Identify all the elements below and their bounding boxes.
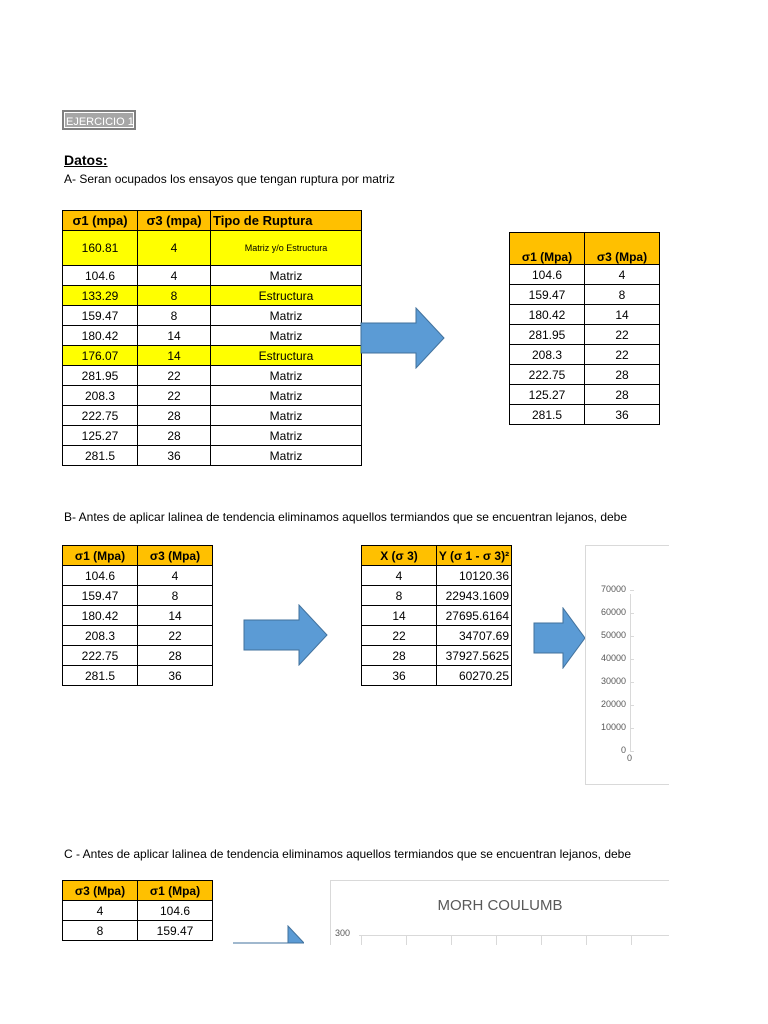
- y-axis-line: [630, 594, 631, 751]
- table-row: [510, 385, 660, 405]
- table-row: [63, 586, 213, 606]
- gridline: [361, 935, 362, 945]
- sigma1-cell: 104.6: [63, 266, 138, 286]
- gridline: [586, 935, 587, 945]
- rupture-table: [62, 210, 362, 466]
- sigma3-cell: 14: [138, 606, 213, 626]
- y-tick: 60000: [600, 607, 626, 617]
- instruction-a: A- Seran ocupados los ensayos que tengan ruptura por matriz: [64, 172, 395, 186]
- sigma3-cell: 28: [138, 646, 213, 666]
- sigma1-cell: 222.75: [63, 646, 138, 666]
- y-tick: 20000: [600, 699, 626, 709]
- table-row: [362, 566, 512, 586]
- table-row: [510, 305, 660, 325]
- sigma3-cell: 4: [63, 901, 138, 921]
- instruction-b: B- Antes de aplicar lalinea de tendencia eliminamos aquellos termiandos que se encuentran lejanos, debe: [64, 510, 628, 524]
- rupture-type-cell: Matriz: [211, 386, 362, 406]
- table-row: [63, 921, 213, 941]
- sigma3-cell: 22: [138, 366, 211, 386]
- rupture-type-cell: Matriz: [211, 406, 362, 426]
- table-row: [63, 606, 213, 626]
- sigma3-cell: 8: [138, 586, 213, 606]
- table-row: [63, 646, 213, 666]
- rupture-type-cell: Matriz: [211, 366, 362, 386]
- table-row: [63, 286, 362, 306]
- sigma1-cell: 281.5: [63, 446, 138, 466]
- sigma1-cell: 159.47: [63, 586, 138, 606]
- sigma1-cell: 208.3: [63, 626, 138, 646]
- instruction-c: C - Antes de aplicar lalinea de tendencia eliminamos aquellos termiandos que se encuentran lejanos, debe: [64, 847, 632, 861]
- rupture-type-cell: Matriz y/o Estructura: [211, 231, 362, 266]
- x-cell: 14: [362, 606, 437, 626]
- sigma1-cell: 281.95: [63, 366, 138, 386]
- sigma3-cell: 8: [63, 921, 138, 941]
- sigma1-cell: 104.6: [138, 901, 213, 921]
- sigma3-cell: 14: [585, 305, 660, 325]
- table-row: [63, 346, 362, 366]
- table-row: [63, 231, 362, 266]
- y-cell: 34707.69: [437, 626, 512, 646]
- sigma1-cell: 281.5: [510, 405, 585, 425]
- filtered-table: [509, 232, 660, 425]
- header-sigma3: σ3 (mpa): [138, 211, 211, 231]
- sigma3-cell: 4: [585, 265, 660, 285]
- table-row: [510, 345, 660, 365]
- header-rupture-type: Tipo de Ruptura: [211, 211, 362, 231]
- header-sigma3: σ3 (Mpa): [585, 233, 660, 265]
- y-cell: 60270.25: [437, 666, 512, 686]
- x-cell: 36: [362, 666, 437, 686]
- sigma1-cell: 159.47: [510, 285, 585, 305]
- rupture-type-cell: Estructura: [211, 286, 362, 306]
- sigma3-cell: 4: [138, 566, 213, 586]
- sigma3-cell: 22: [138, 626, 213, 646]
- y-tick: 0: [620, 745, 626, 755]
- rupture-type-cell: Estructura: [211, 346, 362, 366]
- sigma3-cell: 22: [585, 345, 660, 365]
- arrow-right-icon: [243, 604, 329, 666]
- datos-heading: Datos:: [64, 152, 108, 168]
- table-row: [63, 901, 213, 921]
- sigma1-cell: 180.42: [63, 326, 138, 346]
- gridline: [631, 935, 632, 945]
- table-row: [63, 566, 213, 586]
- table-row: [510, 265, 660, 285]
- table-row: [63, 446, 362, 466]
- header-sigma1: σ1 (Mpa): [63, 546, 138, 566]
- sigma3-cell: 28: [585, 385, 660, 405]
- sigma1-cell: 125.27: [63, 426, 138, 446]
- sigma1-cell: 281.95: [510, 325, 585, 345]
- gridline: [451, 935, 452, 945]
- y-cell: 10120.36: [437, 566, 512, 586]
- sigma1-cell: 104.6: [510, 265, 585, 285]
- y-cell: 22943.1609: [437, 586, 512, 606]
- y-tick: 30000: [600, 676, 626, 686]
- mohr-coulomb-chart: [330, 880, 669, 945]
- table-row: [362, 606, 512, 626]
- header-x: X (σ 3): [362, 546, 437, 566]
- arrow-right-icon: [533, 607, 587, 669]
- sigma1-cell: 125.27: [510, 385, 585, 405]
- y-cell: 37927.5625: [437, 646, 512, 666]
- sigma3-cell: 36: [138, 446, 211, 466]
- table-row: [63, 266, 362, 286]
- sigma1-cell: 159.47: [63, 306, 138, 326]
- gridline: [541, 935, 542, 945]
- sigma1-cell: 208.3: [510, 345, 585, 365]
- sigma1-cell: 159.47: [138, 921, 213, 941]
- sigma3-cell: 28: [138, 426, 211, 446]
- sigma3-cell: 28: [585, 365, 660, 385]
- y-tick: 10000: [600, 722, 626, 732]
- sigma1-cell: 222.75: [63, 406, 138, 426]
- header-sigma1: σ1 (mpa): [63, 211, 138, 231]
- sigma1-cell: 176.07: [63, 346, 138, 366]
- scatter-chart: [585, 545, 669, 785]
- arrow-right-icon: [360, 307, 446, 369]
- table-row: [362, 586, 512, 606]
- table-row: [510, 405, 660, 425]
- sigma1-cell: 160.81: [63, 231, 138, 266]
- header-sigma1: σ1 (Mpa): [510, 233, 585, 265]
- gridline: [406, 935, 407, 945]
- sigma3-cell: 28: [138, 406, 211, 426]
- sigma3-cell: 22: [138, 386, 211, 406]
- y-cell: 27695.6164: [437, 606, 512, 626]
- header-sigma3: σ3 (Mpa): [138, 546, 213, 566]
- table-row: [63, 626, 213, 646]
- header-sigma1: σ1 (Mpa): [138, 881, 213, 901]
- gridline: [630, 751, 634, 752]
- y-tick: 40000: [600, 653, 626, 663]
- sigma3-cell: 14: [138, 346, 211, 366]
- x-cell: 4: [362, 566, 437, 586]
- table-row: [63, 326, 362, 346]
- sigma1-cell: 180.42: [510, 305, 585, 325]
- table-row: [63, 426, 362, 446]
- table-row: [510, 325, 660, 345]
- table-row: [362, 666, 512, 686]
- table-row: [362, 626, 512, 646]
- x-cell: 22: [362, 626, 437, 646]
- sigma1-cell: 133.29: [63, 286, 138, 306]
- table-row: [63, 666, 213, 686]
- rupture-type-cell: Matriz: [211, 446, 362, 466]
- y-tick: 300: [335, 928, 351, 938]
- x-cell: 8: [362, 586, 437, 606]
- sigma3-cell: 22: [585, 325, 660, 345]
- table-row: [63, 366, 362, 386]
- header-y: Y (σ 1 - σ 3)²: [437, 546, 512, 566]
- rupture-type-cell: Matriz: [211, 326, 362, 346]
- table-row: [63, 406, 362, 426]
- sigma3-cell: 36: [585, 405, 660, 425]
- rupture-type-cell: Matriz: [211, 266, 362, 286]
- xy-table: [361, 545, 512, 686]
- rupture-type-cell: Matriz: [211, 306, 362, 326]
- chart-title: MORH COULUMB: [437, 897, 563, 914]
- rupture-type-cell: Matriz: [211, 426, 362, 446]
- sigma3-cell: 8: [138, 306, 211, 326]
- trimmed-table: [62, 545, 213, 686]
- table-row: [510, 365, 660, 385]
- arrow-right-icon: [232, 925, 304, 944]
- sigma1-cell: 104.6: [63, 566, 138, 586]
- sigma3-cell: 36: [138, 666, 213, 686]
- y-tick: 50000: [600, 630, 626, 640]
- mohr-table: [62, 880, 213, 941]
- sigma1-cell: 222.75: [510, 365, 585, 385]
- sigma3-cell: 8: [585, 285, 660, 305]
- gridline: [496, 935, 497, 945]
- sigma3-cell: 14: [138, 326, 211, 346]
- sigma1-cell: 208.3: [63, 386, 138, 406]
- table-row: [510, 285, 660, 305]
- sigma1-cell: 180.42: [63, 606, 138, 626]
- sigma1-cell: 281.5: [63, 666, 138, 686]
- x-cell: 28: [362, 646, 437, 666]
- gridline: [630, 590, 634, 591]
- sigma3-cell: 8: [138, 286, 211, 306]
- sigma3-cell: 4: [138, 266, 211, 286]
- table-row: [63, 386, 362, 406]
- y-tick: 70000: [600, 584, 626, 594]
- header-sigma3: σ3 (Mpa): [63, 881, 138, 901]
- exercise-label: EJERCICIO 1: [62, 110, 136, 130]
- table-row: [362, 646, 512, 666]
- sigma3-cell: 4: [138, 231, 211, 266]
- table-row: [63, 306, 362, 326]
- x-tick: 0: [626, 753, 632, 763]
